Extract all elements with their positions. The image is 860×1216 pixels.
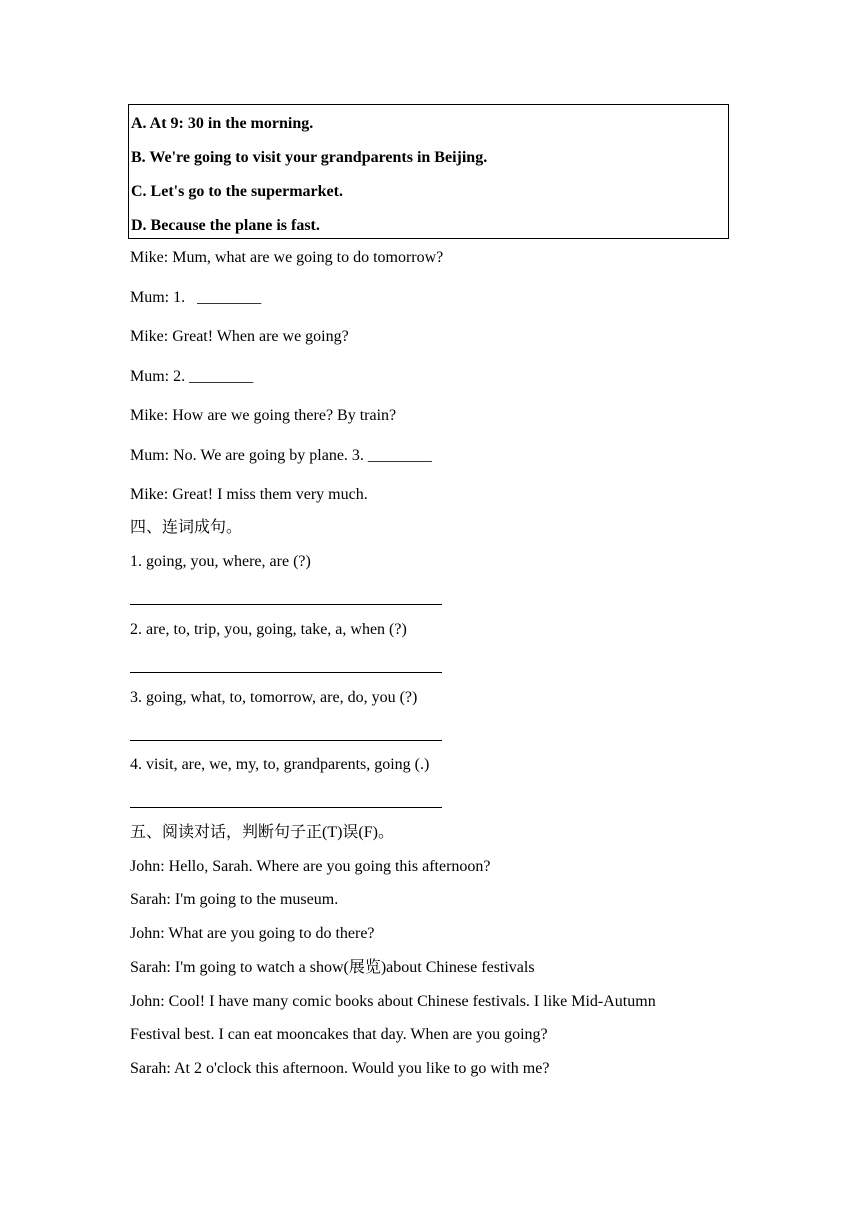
question-item: 1. going, you, where, are (?) <box>130 553 311 570</box>
dialogue-line: Mum: 2. ________ <box>130 368 254 385</box>
section-4-title: 四、连词成句。 <box>130 519 243 536</box>
options-box <box>128 104 729 239</box>
dialogue-line: Mike: Mum, what are we going to do tomorrow? <box>130 249 444 266</box>
reading-line: Sarah: I'm going to the museum. <box>130 891 339 908</box>
option-c: C. Let's go to the supermarket. <box>131 183 343 200</box>
reading-line: John: Hello, Sarah. Where are you going this afternoon? <box>130 858 491 875</box>
answer-line <box>130 672 442 673</box>
question-item: 3. going, what, to, tomorrow, are, do, you (?) <box>130 689 418 706</box>
reading-line: Sarah: At 2 o'clock this afternoon. Would you like to go with me? <box>130 1060 550 1077</box>
reading-line: Sarah: I'm going to watch a show(展览)about Chinese festivals <box>130 959 535 976</box>
dialogue-line: Mike: Great! When are we going? <box>130 328 349 345</box>
dialogue-line: Mum: No. We are going by plane. 3. ________ <box>130 447 432 464</box>
option-a: A. At 9: 30 in the morning. <box>131 115 314 132</box>
answer-line <box>130 604 442 605</box>
section-5-title: 五、阅读对话，判断句子正(T)误(F)。 <box>130 824 394 841</box>
answer-line <box>130 807 442 808</box>
reading-line: John: Cool! I have many comic books about Chinese festivals. I like Mid-Autumn <box>130 993 656 1010</box>
dialogue-line: Mum: 1. ________ <box>130 289 262 306</box>
option-d: D. Because the plane is fast. <box>131 217 320 234</box>
reading-line: John: What are you going to do there? <box>130 925 375 942</box>
dialogue-line: Mike: How are we going there? By train? <box>130 407 397 424</box>
question-item: 4. visit, are, we, my, to, grandparents, going (.) <box>130 756 430 773</box>
dialogue-line: Mike: Great! I miss them very much. <box>130 486 368 503</box>
option-b: B. We're going to visit your grandparents in Beijing. <box>131 149 488 166</box>
question-item: 2. are, to, trip, you, going, take, a, when (?) <box>130 621 407 638</box>
reading-line: Festival best. I can eat mooncakes that day. When are you going? <box>130 1026 548 1043</box>
answer-line <box>130 740 442 741</box>
